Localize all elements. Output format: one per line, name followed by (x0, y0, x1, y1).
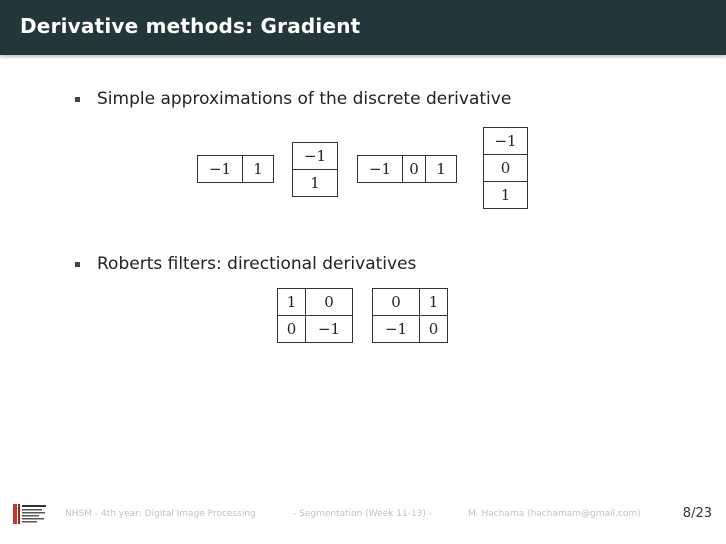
kernel-row-3 (357, 155, 457, 183)
kernel-col-2 (292, 142, 338, 197)
page-number: 8/23 (682, 506, 712, 521)
bullet-text: Roberts filters: directional derivatives (97, 254, 417, 274)
roberts-kernel-2 (372, 288, 448, 343)
kernel-cell: 1 (484, 182, 528, 209)
kernel-cell: −1 (358, 156, 403, 183)
kernel-cell: 1 (426, 156, 457, 183)
footer-section: - Segmentation (Week 11-13) - (293, 509, 433, 519)
kernel-cell: 1 (420, 289, 448, 316)
kernel-cell: 0 (420, 316, 448, 343)
slide-title: Derivative methods: Gradient (20, 14, 361, 38)
kernel-cell: 0 (373, 289, 420, 316)
kernel-cell: 0 (403, 156, 426, 183)
bullet-marker (75, 262, 80, 267)
kernel-cell: −1 (198, 156, 243, 183)
kernel-cell: −1 (484, 128, 528, 155)
kernel-cell: 0 (306, 289, 353, 316)
bullet-item-1 (75, 89, 511, 109)
kernel-cell: 1 (243, 156, 274, 183)
title-bar (0, 0, 726, 55)
kernel-row-2 (197, 155, 274, 183)
footer-course: NHSM - 4th year: Digital Image Processing (65, 509, 256, 519)
kernel-cell: 1 (278, 289, 306, 316)
kernel-cell: −1 (306, 316, 353, 343)
institution-logo-icon (13, 502, 47, 526)
roberts-kernel-1 (277, 288, 353, 343)
kernel-cell: −1 (373, 316, 420, 343)
bullet-text: Simple approximations of the discrete derivative (97, 89, 512, 109)
footer (0, 500, 726, 530)
footer-author: M. Hachama (hachamam@gmail.com) (468, 509, 641, 519)
bullet-marker (75, 97, 80, 102)
kernel-cell: 0 (484, 155, 528, 182)
kernel-cell: −1 (293, 143, 338, 170)
kernel-cell: 0 (278, 316, 306, 343)
bullet-item-2 (75, 254, 416, 274)
kernel-col-3 (483, 127, 528, 209)
kernel-cell: 1 (293, 170, 338, 197)
